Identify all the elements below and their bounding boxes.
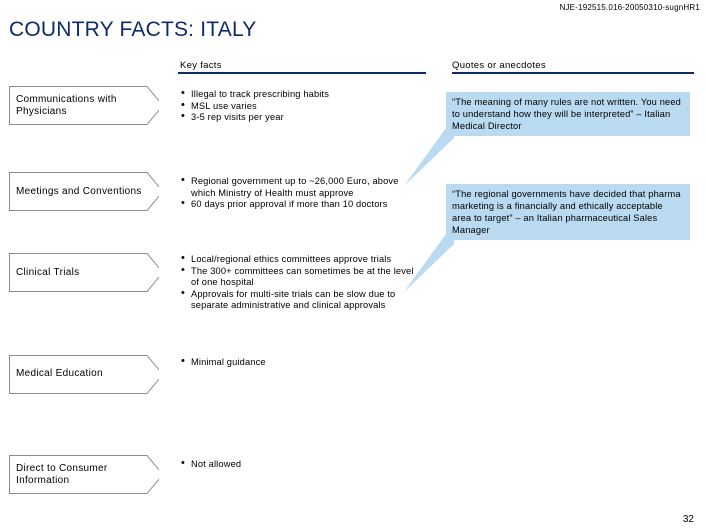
- quote-callout-2: [446, 184, 690, 240]
- row-label-clinical-trials: [9, 253, 155, 292]
- fact-item: • Approvals for multi-site trials can be slow due to separate administrative and clinical approvals: [181, 289, 421, 312]
- facts-list-clinical-trials: [181, 254, 421, 312]
- row-label-meetings: [9, 172, 155, 211]
- quotes-header: Quotes or anecdotes: [452, 60, 546, 71]
- page-number: 32: [682, 514, 694, 525]
- document-id: NJE-192515.016-20050310-sugnHR1: [559, 3, 700, 12]
- row-label-medical-education: [9, 355, 155, 394]
- facts-list-direct-to-consumer: [181, 459, 421, 471]
- callout-tail-icon: [404, 128, 454, 188]
- facts-list-communications: [181, 89, 421, 124]
- quote-callout-1: [446, 92, 690, 136]
- quotes-rule: [452, 72, 694, 74]
- row-label-text: Clinical Trials: [16, 266, 80, 278]
- key-facts-rule: [178, 72, 426, 74]
- row-label-text: Medical Education: [16, 368, 103, 379]
- row-label-direct-to-consumer: [9, 455, 155, 494]
- fact-item: • Not allowed: [181, 459, 421, 471]
- fact-item: • 3-5 rep visits per year: [181, 112, 421, 124]
- fact-item: • Illegal to track prescribing habits: [181, 89, 421, 101]
- quote-text: “The regional governments have decided that pharma marketing is a financially and ethically acceptable area to target” – an Italian pharmaceutical Sales Manager: [452, 189, 681, 235]
- page-title: COUNTRY FACTS: ITALY: [9, 18, 257, 41]
- facts-list-medical-education: [181, 357, 421, 369]
- fact-item: • Local/regional ethics committees approve trials: [181, 254, 421, 266]
- row-label-text: Direct to Consumer Information: [16, 462, 108, 486]
- fact-item: • Minimal guidance: [181, 357, 421, 369]
- quote-text: “The meaning of many rules are not written. You need to understand how they will be interpreted” – Italian Medical Director: [452, 97, 681, 131]
- row-label-text: Meetings and Conventions: [16, 185, 142, 197]
- row-label-communications: [9, 86, 155, 125]
- row-label-text: Communications with Physicians: [16, 93, 117, 117]
- facts-list-meetings: [181, 176, 421, 211]
- callout-tail-icon: [404, 234, 454, 294]
- fact-item: • The 300+ committees can sometimes be at the level of one hospital: [181, 266, 421, 289]
- key-facts-header: Key facts: [180, 60, 222, 71]
- fact-item: • Regional government up to ~26,000 Euro, above which Ministry of Health must approve: [181, 176, 421, 199]
- fact-item: • 60 days prior approval if more than 10 doctors: [181, 199, 421, 211]
- fact-item: • MSL use varies: [181, 101, 421, 113]
